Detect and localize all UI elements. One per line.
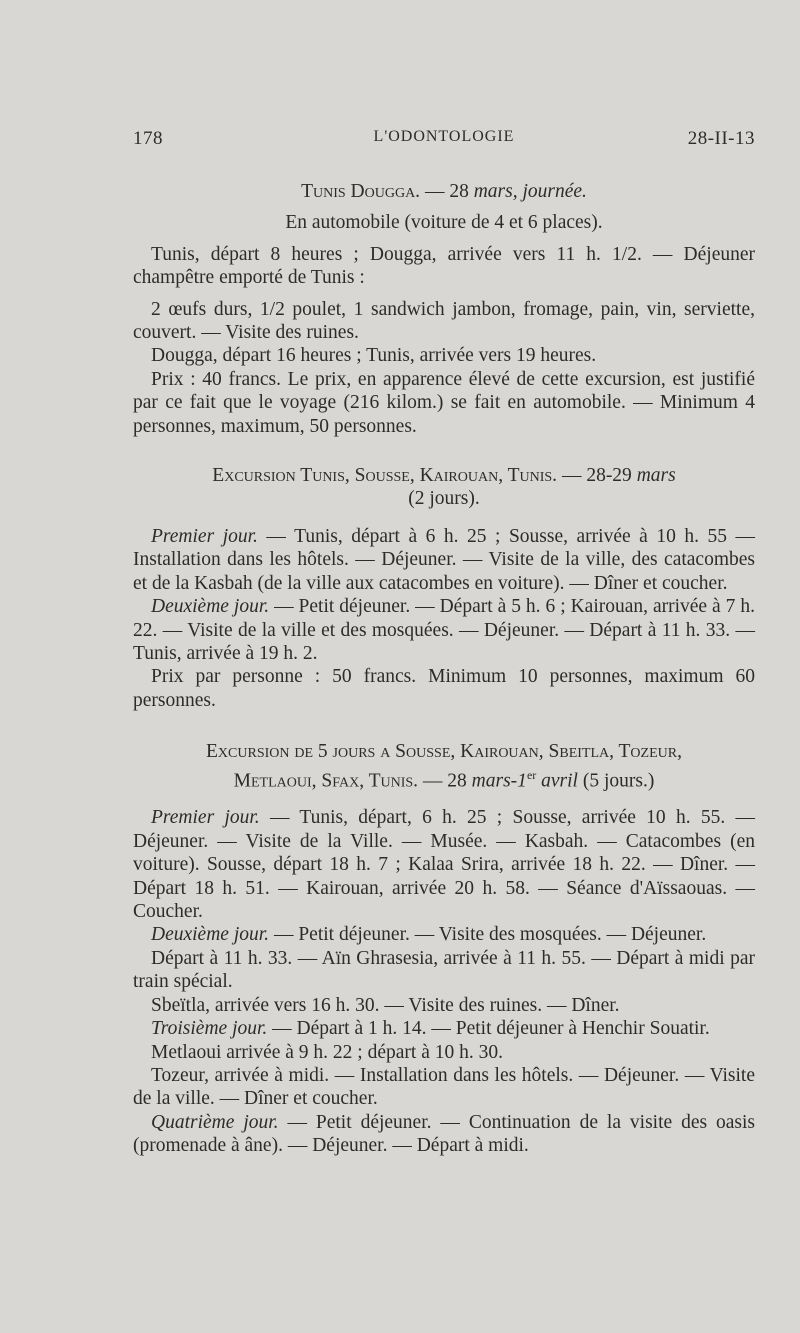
paragraph: Prix : 40 francs. Le prix, en apparence élevé de cette excursion, est justifié par ce fait que le voyage (216 kilom.) se fait en automobile. — Minimum 4 personnes, maximum, 50 personnes. [133, 368, 755, 437]
section-title-line2: Metlaoui, Sfax, Tunis. — 28 mars-1er avril (5 jours.) [233, 767, 655, 792]
section-title-excursion-5-jours: Excursion de 5 jours a Sousse, Kairouan, Sbeitla, Tozeur, [206, 741, 682, 763]
issue-date: 28-II-13 [687, 128, 755, 149]
paragraph-day-1: Premier jour. — Tunis, départ à 6 h. 25 ; Sousse, arrivée à 10 h. 55 — Installation dans les hôtels. — Déjeuner. — Visite de la ville, des catacombes et de la Kasbah (de la ville aux catacombes en voiture). — Dîner et coucher. [133, 525, 755, 594]
paragraph: 2 œufs durs, 1/2 poulet, 1 sandwich jambon, fromage, pain, vin, serviette, couvert. — Visite des ruines. [133, 298, 755, 344]
page-number: 178 [133, 128, 163, 149]
running-header [133, 128, 755, 158]
paragraph: Tunis, départ 8 heures ; Dougga, arrivée vers 11 h. 1/2. — Déjeuner champêtre emporté de Tunis : [133, 243, 755, 289]
paragraph-day-2: Deuxième jour. — Petit déjeuner. — Visite des mosquées. — Déjeuner. [151, 924, 707, 946]
paragraph: Tozeur, arrivée à midi. — Installation dans les hôtels. — Déjeuner. — Visite de la ville. — Dîner et coucher. [133, 1064, 755, 1110]
paragraph-day-1: Premier jour. — Tunis, départ, 6 h. 25 ; Sousse, arrivée 10 h. 55. — Déjeuner. — Visite de la Ville. — Musée. — Kasbah. — Catacombes (en voiture). Sousse, départ 18 h. 7 ; Kalaa Srira, arrivée 18 h. 22. — Dîner. — Départ 18 h. 51. — Kairouan, arrivée 20 h. 58. — Séance d'Aïssaouas. — Coucher. [133, 807, 755, 923]
paragraph-day-3: Troisième jour. — Départ à 1 h. 14. — Petit déjeuner à Henchir Souatir. [151, 1018, 710, 1040]
paragraph-day-2: Deuxième jour. — Petit déjeuner. — Départ à 5 h. 6 ; Kairouan, arrivée à 7 h. 22. — Visite de la ville et des mosquées. — Déjeuner. — Départ à 11 h. 33. — Tunis, arrivée à 19 h. 2. [133, 596, 755, 664]
running-title: L'ODONTOLOGIE [373, 128, 515, 145]
section-title-excursion-2-jours: Excursion Tunis, Sousse, Kairouan, Tunis. — 28-29 mars [212, 465, 676, 487]
section-title-dougga: Tunis Dougga. — 28 mars, journée. [301, 181, 587, 202]
section-title-line2: (2 jours). [408, 488, 480, 510]
paragraph: Metlaoui arrivée à 9 h. 22 ; départ à 10 h. 30. [151, 1041, 503, 1063]
section-subtitle: En automobile (voiture de 4 et 6 places). [285, 212, 603, 234]
paragraph: Dougga, départ 16 heures ; Tunis, arrivée vers 19 heures. [151, 345, 597, 367]
paragraph: Départ à 11 h. 33. — Aïn Ghrasesia, arrivée à 11 h. 55. — Départ à midi par train spécial. [133, 947, 755, 993]
paragraph: Sbeïtla, arrivée vers 16 h. 30. — Visite des ruines. — Dîner. [151, 994, 620, 1016]
page [133, 128, 755, 1158]
paragraph-price: Prix par personne : 50 francs. Minimum 10 personnes, maximum 60 personnes. [133, 666, 755, 711]
paragraph-day-4: Quatrième jour. — Petit déjeuner. — Continuation de la visite des oasis (promenade à âne). — Déjeuner. — Départ à midi. [133, 1111, 755, 1157]
page-body [133, 180, 755, 1158]
